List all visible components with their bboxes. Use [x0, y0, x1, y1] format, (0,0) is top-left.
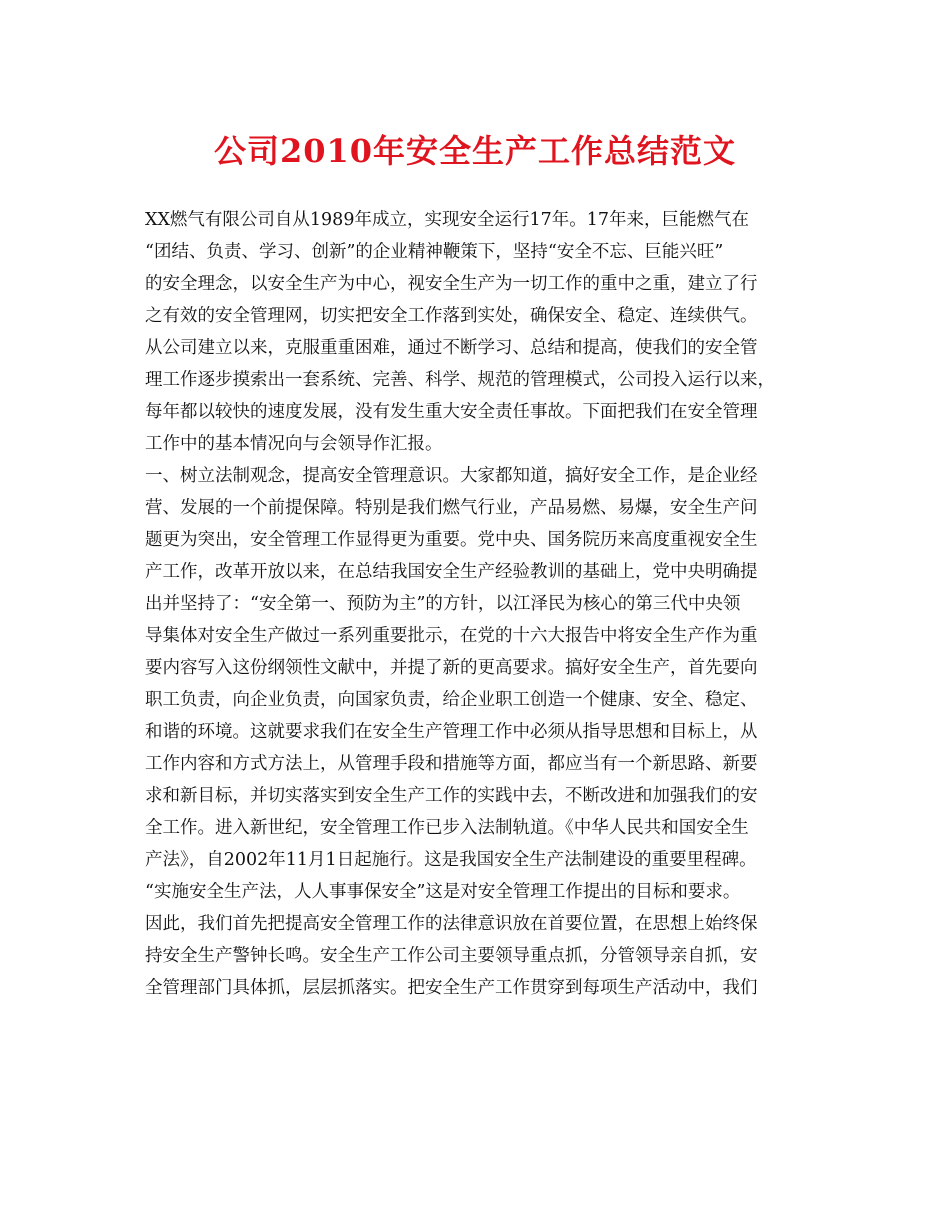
body-line: 出并坚持了：“安全第一、预防为主”的方针，以江泽民为核心的第三代中央领 — [145, 594, 741, 614]
body-line: 产工作，改革开放以来，在总结我国安全生产经验教训的基础上，党中央明确提 — [145, 562, 758, 582]
body-line: 导集体对安全生产做过一系列重要批示，在党的十六大报告中将安全生产作为重 — [145, 626, 758, 646]
body-line: “实施安全生产法，人人事事保安全”这是对安全管理工作提出的目标和要求。 — [145, 882, 741, 902]
body-line: 要内容写入这份纲领性文献中，并提了新的更高要求。搞好安全生产，首先要向 — [145, 658, 758, 678]
body-line: 持安全生产警钟长鸣。安全生产工作公司主要领导重点抓，分管领导亲自抓，安 — [145, 946, 758, 966]
body-line: 工作中的基本情况向与会领导作汇报。 — [145, 434, 443, 454]
body-line: XX燃气有限公司自从1989年成立，实现安全运行17年。17年来，巨能燃气在 — [145, 210, 749, 230]
body-line: 和谐的环境。这就要求我们在安全生产管理工作中必须从指导思想和目标上，从 — [145, 722, 758, 742]
body-line: 工作内容和方式方法上，从管理手段和措施等方面，都应当有一个新思路、新要 — [145, 754, 758, 774]
body-line: 理工作逐步摸索出一套系统、完善、科学、规范的管理模式，公司投入运行以来， — [145, 370, 775, 390]
body-line: 因此，我们首先把提高安全管理工作的法律意识放在首要位置，在思想上始终保 — [145, 914, 758, 934]
body-line: 全工作。进入新世纪，安全管理工作已步入法制轨道。《中华人民共和国安全生 — [145, 818, 749, 838]
body-line: 一、树立法制观念，提高安全管理意识。大家都知道，搞好安全工作，是企业经 — [145, 466, 758, 486]
body-line: 营、发展的一个前提保障。特别是我们燃气行业，产品易燃、易爆，安全生产问 — [145, 498, 758, 518]
document-body — [145, 204, 810, 1004]
body-line: 的安全理念，以安全生产为中心，视安全生产为一切工作的重中之重，建立了行 — [145, 274, 758, 294]
body-line: 每年都以较快的速度发展，没有发生重大安全责任事故。下面把我们在安全管理 — [145, 402, 758, 422]
body-line: 全管理部门具体抓，层层抓落实。把安全生产工作贯穿到每项生产活动中，我们 — [145, 978, 758, 998]
body-line: 从公司建立以来，克服重重困难，通过不断学习、总结和提高，使我们的安全管 — [145, 338, 758, 358]
document-title: 公司2010年安全生产工作总结范文 — [213, 132, 737, 170]
body-line: 之有效的安全管理网，切实把安全工作落到实处，确保安全、稳定、连续供气。 — [145, 306, 758, 326]
body-line: 职工负责，向企业负责，向国家负责，给企业职工创造一个健康、安全、稳定、 — [145, 690, 758, 710]
body-line: 题更为突出，安全管理工作显得更为重要。党中央、国务院历来高度重视安全生 — [145, 530, 758, 550]
body-line: 求和新目标，并切实落实到安全生产工作的实践中去，不断改进和加强我们的安 — [145, 786, 758, 806]
body-line: 产法》，自2002年11月1日起施行。这是我国安全生产法制建设的重要里程碑。 — [145, 850, 757, 870]
body-line: “团结、负责、学习、创新”的企业精神鞭策下，坚持“安全不忘、巨能兴旺” — [145, 242, 724, 262]
